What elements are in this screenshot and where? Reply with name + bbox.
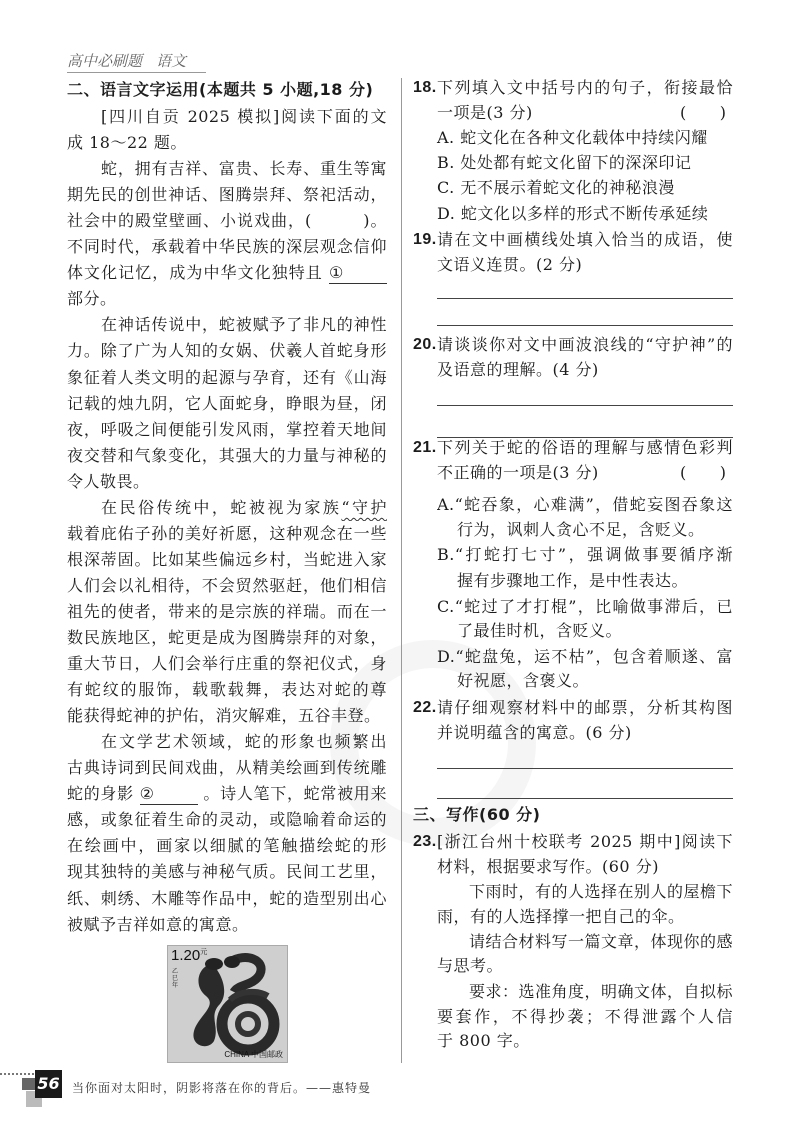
passage-line: 现其独特的美感与神秘气质。民间工艺里， bbox=[67, 862, 387, 882]
passage-line: 部分。 bbox=[67, 289, 117, 309]
passage-line: 有蛇纹的服饰，载歌载舞，表达对蛇的尊 bbox=[67, 680, 387, 700]
option-a: 行为，讽刺人贪心不足，含贬义。 bbox=[457, 520, 705, 539]
passage-line bbox=[67, 260, 387, 286]
question-text: 请结合材料写一篇文章，体现你的感 bbox=[469, 932, 733, 951]
answer-line[interactable] bbox=[437, 768, 733, 769]
option-c: C. 无不展示着蛇文化的神秘浪漫 bbox=[437, 178, 675, 197]
question-text: [浙江台州十校联考 2025 期中]阅读下 bbox=[437, 832, 733, 851]
text-segment: 体文化记忆，成为中华文化独特且 bbox=[67, 263, 329, 283]
option-c: 了最佳时机，含贬义。 bbox=[457, 621, 623, 640]
question-text: 下雨时，有的人选择在别人的屋檐下 bbox=[469, 882, 733, 901]
option-b: 握有步骤地工作，是中性表达。 bbox=[457, 571, 689, 590]
question-text: 要套作，不得抄袭；不得泄露个人信 bbox=[437, 1007, 733, 1026]
passage-line: 根深蒂固。比如某些偏远乡村，当蛇进入家 bbox=[67, 549, 387, 569]
section-title: 二、语言文字运用(本题共 5 小题,18 分) bbox=[67, 80, 374, 99]
option-c: C.“蛇过了才打棍”，比喻做事滞后，已 bbox=[437, 597, 733, 616]
passage-line: 数民族地区，蛇更是成为图腾崇拜的对象， bbox=[67, 628, 387, 647]
answer-line[interactable] bbox=[437, 798, 733, 799]
question-text: 与思考。 bbox=[437, 956, 504, 975]
stamp-denomination: $1.20^元$ bbox=[171, 947, 208, 964]
passage-line: 载着庇佑子孙的美好祈愿，这种观念在一些 bbox=[67, 523, 387, 543]
option-a: A.“蛇吞象，心难满”，借蛇妄图吞象这 bbox=[437, 495, 733, 514]
footer-decoration bbox=[22, 1078, 35, 1090]
subject: 语文 bbox=[156, 52, 187, 70]
fill-in-blank: ② bbox=[140, 784, 198, 805]
question-text: 请谈谈你对文中画波浪线的“守护神”的 bbox=[437, 335, 733, 354]
passage-line bbox=[101, 495, 387, 521]
column-divider bbox=[401, 78, 402, 1063]
question-text: 雨，有的人选择撑一把自己的伞。 bbox=[437, 907, 685, 926]
passage-line: 期先民的创世神话、图腾崇拜、祭祀活动， bbox=[67, 185, 387, 205]
passage-line bbox=[67, 781, 387, 807]
option-d: D.“蛇盘兔，运不枯”，包含着顺遂、富 bbox=[437, 647, 733, 666]
passage-line: 能获得蛇神的护佑，消灾解难，五谷丰登。 bbox=[67, 706, 381, 726]
passage-line: 古典诗词到民间戏曲，从精美绘画到传统雕 bbox=[67, 758, 387, 778]
passage-line: [四川自贡 2025 模拟]阅读下面的文 bbox=[101, 107, 387, 126]
footer-dotted-line bbox=[0, 1073, 34, 1075]
option-b: B.“打蛇打七寸”，强调做事要循序渐 bbox=[437, 545, 733, 564]
passage-line: 纸、刺绣、木雕等作品中，蛇的造型别出心 bbox=[67, 888, 387, 908]
text-segment: 在民俗传统中，蛇被视为家族 bbox=[101, 497, 342, 517]
answer-line[interactable] bbox=[437, 298, 733, 299]
passage-line: 社会中的殿堂壁画、小说戏曲，( )。 bbox=[67, 211, 387, 231]
question-number: 18. bbox=[413, 79, 437, 96]
passage-line: 蛇，拥有吉祥、富贵、长寿、重生等寓 bbox=[101, 159, 387, 179]
passage-line: 象征着人类文明的起源与孕育，还有《山海 bbox=[67, 367, 387, 387]
stamp-country: CHINA 中国邮政 bbox=[224, 1050, 283, 1059]
answer-line[interactable] bbox=[437, 325, 733, 326]
text-segment: 蛇的身影 bbox=[67, 784, 140, 804]
passage-line: 在神话传说中，蛇被赋予了非凡的神性 bbox=[101, 315, 387, 335]
wavy-underlined-text: “守护 bbox=[341, 497, 387, 517]
answer-bracket: ( ) bbox=[680, 463, 727, 482]
option-b: B. 处处都有蛇文化留下的深深印记 bbox=[437, 153, 692, 172]
answer-bracket: ( ) bbox=[680, 103, 727, 122]
question-text: 要求：选准角度，明确文体，自拟标 bbox=[469, 982, 733, 1001]
question-text: 于 800 字。 bbox=[437, 1031, 530, 1050]
passage-line: 夜，呼吸之间便能引发风雨，掌控着天地间 bbox=[67, 419, 387, 439]
question-number: 20. bbox=[413, 336, 437, 353]
passage-line: 成 18～22 题。 bbox=[67, 133, 187, 153]
passage-line: 在文学艺术领域，蛇的形象也频繁出 bbox=[101, 732, 387, 752]
section-title: 三、写作(60 分) bbox=[413, 805, 541, 824]
passage-line: 被赋予吉祥如意的寓意。 bbox=[67, 914, 249, 934]
question-text: 及语意的理解。(4 分) bbox=[437, 360, 599, 379]
option-d: D. 蛇文化以多样的形式不断传承延续 bbox=[437, 204, 709, 223]
fill-in-blank: ① bbox=[329, 263, 387, 284]
question-text: 一项是(3 分) bbox=[437, 103, 533, 122]
answer-line[interactable] bbox=[437, 405, 733, 406]
passage-line: 力。除了广为人知的女娲、伏羲人首蛇身形 bbox=[67, 341, 387, 361]
question-text: 下列填入文中括号内的句子，衔接最恰 bbox=[437, 78, 733, 97]
footer-quote: 当你面对太阳时，阴影将落在你的背后。——惠特曼 bbox=[72, 1081, 372, 1095]
question-text: 文语义连贯。(2 分) bbox=[437, 255, 583, 274]
answer-line[interactable] bbox=[437, 437, 733, 438]
question-text: 请在文中画横线处填入恰当的成语，使 bbox=[437, 230, 733, 249]
running-header bbox=[67, 50, 206, 73]
stamp-year: 乙巳年 bbox=[172, 968, 179, 989]
passage-line: 祖先的使者，带来的是宗族的祥瑞。而在一 bbox=[67, 601, 387, 621]
passage-line: 令人敬畏。 bbox=[67, 471, 150, 491]
question-text: 请仔细观察材料中的邮票，分析其构图 bbox=[437, 698, 733, 717]
question-number: 22. bbox=[413, 699, 437, 716]
passage-line: 夜交替和气象变化，其强大的力量与神秘的 bbox=[67, 445, 387, 465]
question-number: 19. bbox=[413, 231, 437, 248]
question-number: 23. bbox=[413, 833, 437, 850]
page-number: 56 bbox=[35, 1070, 62, 1098]
book-series: 高中必刷题 bbox=[67, 52, 143, 70]
option-d: 好祝愿，含褒义。 bbox=[457, 671, 590, 690]
question-text: 并说明蕴含的寓意。(6 分) bbox=[437, 723, 632, 742]
question-text: 材料，根据要求写作。(60 分) bbox=[437, 857, 659, 876]
passage-line: 不同时代，承载着中华民族的深层观念信仰 bbox=[67, 237, 387, 257]
option-a: A. 蛇文化在各种文化载体中持续闪耀 bbox=[437, 128, 708, 147]
passage-line: 人们会以礼相待，不会贸然驱赶，他们相信 bbox=[67, 575, 387, 595]
passage-line: 在绘画中，画家以细腻的笔触描绘蛇的形 bbox=[67, 836, 387, 856]
question-number: 21. bbox=[413, 439, 437, 456]
snake-stamp-image bbox=[167, 945, 288, 1063]
passage-line: 记载的烛九阴，它人面蛇身，睁眼为昼，闭 bbox=[67, 393, 387, 413]
passage-line: 感，或象征着生命的灵动，或隐喻着命运的 bbox=[67, 810, 387, 830]
text-segment: 。诗人笔下，蛇常被用来 bbox=[203, 784, 387, 804]
question-text: 不正确的一项是(3 分) bbox=[437, 463, 599, 482]
passage-line: 重大节日，人们会举行庄重的祭祀仪式，身 bbox=[67, 654, 387, 674]
question-text: 下列关于蛇的俗语的理解与感情色彩判 bbox=[437, 438, 733, 457]
